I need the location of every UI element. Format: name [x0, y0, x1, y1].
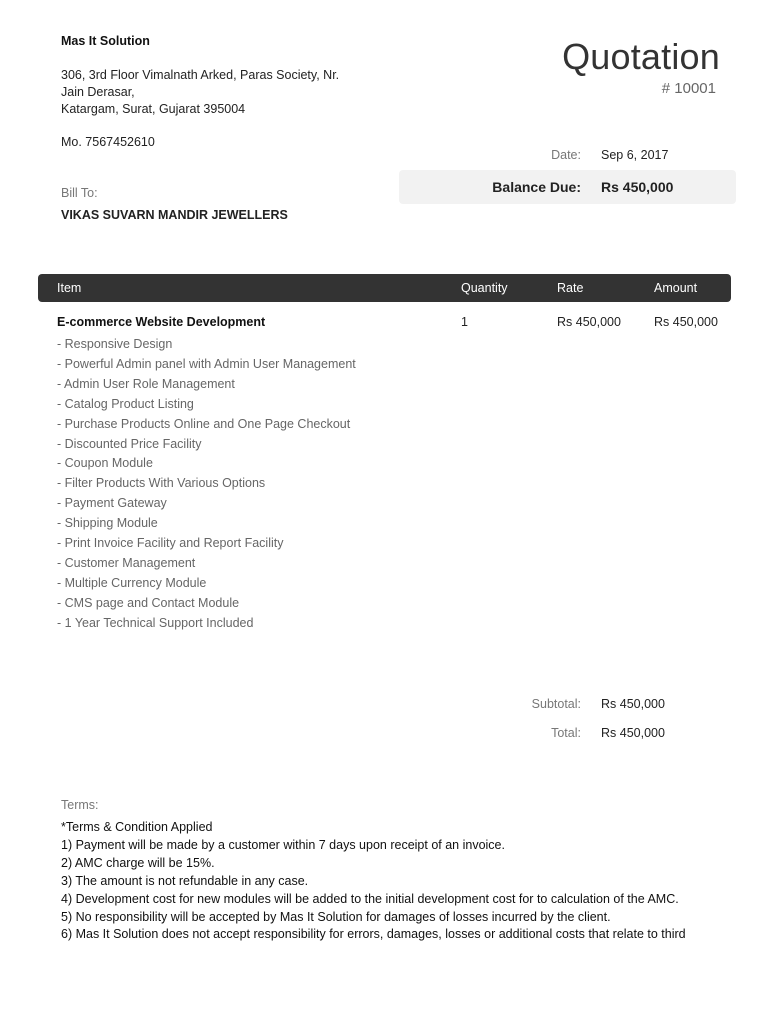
company-mobile: Mo. 7567452610 — [61, 135, 155, 149]
header-amount: Amount — [654, 281, 698, 295]
balance-due-value: Rs 450,000 — [601, 179, 674, 195]
address-line: 306, 3rd Floor Vimalnath Arked, Paras Society, Nr. — [61, 68, 340, 82]
feature-item: - CMS page and Contact Module — [57, 595, 240, 610]
bill-to-label: Bill To: — [61, 186, 98, 200]
address-line: Jain Derasar, — [61, 85, 135, 99]
bill-to-name: VIKAS SUVARN MANDIR JEWELLERS — [61, 208, 288, 222]
line-item-amount: Rs 450,000 — [654, 315, 718, 329]
document-title: Quotation — [562, 36, 720, 77]
total-value: Rs 450,000 — [601, 726, 665, 740]
address-line: Katargam, Surat, Gujarat 395004 — [61, 102, 246, 116]
feature-item: - Catalog Product Listing — [57, 396, 194, 411]
feature-item: - Customer Management — [57, 555, 196, 570]
line-item-rate: Rs 450,000 — [557, 315, 621, 329]
terms-line: 6) Mas It Solution does not accept responsibility for errors, damages, losses or additional costs that relate to third — [61, 927, 686, 942]
subtotal-label: Subtotal: — [531, 697, 581, 711]
feature-item: - Coupon Module — [57, 456, 153, 471]
subtotal-value: Rs 450,000 — [601, 697, 665, 711]
items-table-header — [38, 274, 731, 302]
document-number: # 10001 — [661, 80, 716, 97]
feature-item: - Responsive Design — [57, 337, 173, 351]
terms-line: 3) The amount is not refundable in any case. — [61, 873, 309, 888]
feature-item: - 1 Year Technical Support Included — [57, 615, 254, 630]
line-item-features — [57, 335, 356, 634]
date-label: Date: — [551, 148, 581, 162]
company-address — [61, 67, 339, 118]
terms-line: *Terms & Condition Applied — [61, 820, 213, 834]
line-item-title: E-commerce Website Development — [57, 315, 266, 329]
header-rate: Rate — [557, 281, 584, 295]
date-value: Sep 6, 2017 — [601, 148, 669, 162]
header-item: Item — [57, 281, 82, 295]
terms-line: 2) AMC charge will be 15%. — [61, 855, 215, 870]
feature-item: - Discounted Price Facility — [57, 436, 202, 451]
feature-item: - Shipping Module — [57, 516, 158, 531]
company-name: Mas It Solution — [61, 34, 150, 48]
terms-list — [61, 819, 686, 944]
terms-label: Terms: — [61, 798, 99, 812]
terms-line: 1) Payment will be made by a customer within 7 days upon receipt of an invoice. — [61, 837, 505, 852]
feature-item: - Print Invoice Facility and Report Facility — [57, 536, 284, 551]
feature-item: - Powerful Admin panel with Admin User Management — [57, 356, 356, 371]
terms-line: 4) Development cost for new modules will be added to the initial development cost for to calculation of the AMC. — [61, 891, 679, 906]
total-label: Total: — [551, 726, 581, 740]
header-quantity: Quantity — [461, 281, 508, 295]
feature-item: - Payment Gateway — [57, 496, 167, 511]
feature-item: - Admin User Role Management — [57, 376, 235, 391]
line-item-quantity: 1 — [461, 315, 468, 329]
feature-item: - Purchase Products Online and One Page Checkout — [57, 416, 351, 431]
feature-item: - Multiple Currency Module — [57, 575, 207, 590]
terms-line: 5) No responsibility will be accepted by Mas It Solution for damages of losses incurred by the client. — [61, 909, 611, 924]
balance-due-label: Balance Due: — [492, 179, 581, 195]
feature-item: - Filter Products With Various Options — [57, 476, 266, 491]
